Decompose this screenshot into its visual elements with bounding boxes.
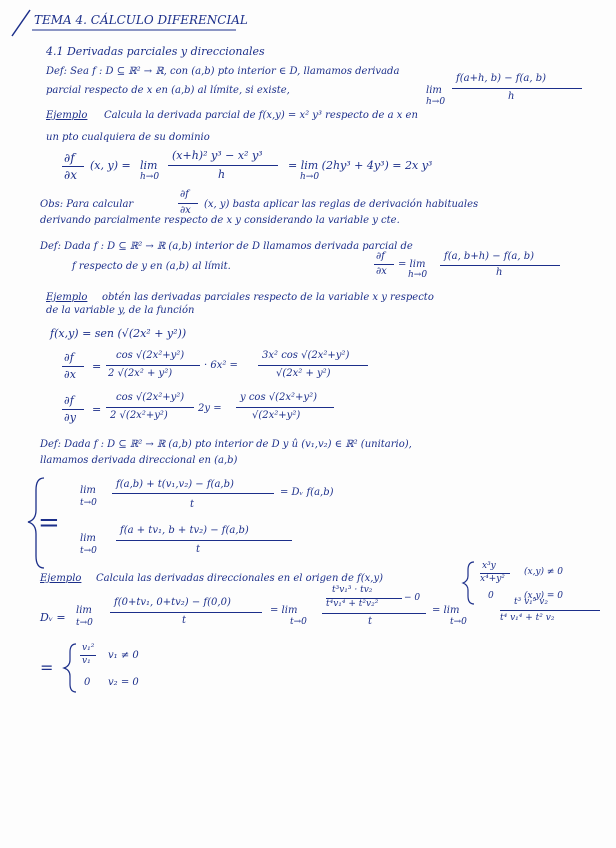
def3-lim2-sub: t→0 bbox=[80, 546, 97, 556]
def3-numerator1: f(a,b) + t(v₁,v₂) − f(a,b) bbox=[116, 479, 234, 490]
def2-fraction-bar bbox=[440, 265, 560, 266]
obs-line1a: Obs: Para calcular bbox=[40, 199, 134, 210]
def3-result: = Dᵥ f(a,b) bbox=[280, 487, 334, 498]
ex3-denominator2: t bbox=[368, 616, 373, 627]
def3-denominator2: t bbox=[196, 544, 201, 555]
section-heading: 4.1 Derivadas parciales y direccionales bbox=[46, 45, 265, 58]
ex1-lim-sub: h→0 bbox=[140, 172, 160, 182]
ex1-lim: lim bbox=[140, 159, 158, 172]
ex2-dfx-n1: cos √(2x²+y²) bbox=[116, 350, 185, 361]
def3-denominator1: t bbox=[190, 499, 195, 510]
def3-fraction-bar2 bbox=[116, 540, 292, 541]
def2-denominator: h bbox=[496, 267, 503, 278]
ex3-res1-cond: v₁ ≠ 0 bbox=[108, 650, 139, 661]
ex3-result-brace bbox=[64, 644, 76, 692]
def2-frac-bar bbox=[374, 264, 394, 265]
ex3-res1-den: v₁ bbox=[82, 656, 91, 666]
ex2-label: Ejemplo bbox=[46, 292, 88, 303]
ex2-dfx-bar2 bbox=[258, 365, 368, 366]
def3-line1: Def: Dada f : D ⊆ ℝ² → ℝ (a,b) pto interior de D y û (v₁,v₂) ∈ ℝ² (unitario), bbox=[40, 439, 412, 450]
ex3-line1: Calcula las derivadas direccionales en el origen de f(x,y) bbox=[96, 573, 384, 584]
ex2-dfy-n1: cos √(2x²+y²) bbox=[116, 392, 185, 403]
def1-fraction-bar bbox=[452, 88, 582, 89]
ex2-dfy-d2: √(2x²+y²) bbox=[252, 410, 301, 421]
ex2-dfx-d1: 2 √(2x² + y²) bbox=[108, 368, 173, 379]
ex3-denominator3: t⁴ v₁⁴ + t² v₂ bbox=[500, 613, 555, 623]
def2-lim-sub: h→0 bbox=[408, 270, 428, 280]
ex2-dfx-bar bbox=[62, 366, 84, 367]
ex3-brace bbox=[463, 562, 474, 604]
def3-lim1: lim bbox=[80, 485, 96, 496]
ex3-lim3-sub: t→0 bbox=[450, 617, 467, 627]
ex2-dfx-eq: = bbox=[92, 360, 102, 373]
ex2-dfy-den: ∂y bbox=[64, 411, 76, 424]
ex3-fraction-bar1 bbox=[110, 612, 262, 613]
ex3-eq2: = lim bbox=[270, 605, 298, 616]
def1-denominator: h bbox=[508, 91, 515, 102]
ex1-lhs-num: ∂f bbox=[64, 151, 75, 165]
ex2-dfy-d1: 2 √(2x²+y²) bbox=[110, 410, 168, 421]
ex2-dfx-mid: · 6x² = bbox=[204, 360, 238, 371]
ex1-line1: Calcula la derivada parcial de f(x,y) = x² y³ respecto de a x en bbox=[104, 110, 418, 121]
obs-line1b: (x, y) basta aplicar las reglas de derivación habituales bbox=[204, 199, 479, 210]
ex1-label: Ejemplo bbox=[46, 110, 88, 121]
ex1-result: = lim (2hy³ + 4y³) = 2x y³ bbox=[288, 159, 433, 172]
obs-frac-num: ∂f bbox=[180, 189, 189, 200]
def2-numerator: f(a, b+h) − f(a, b) bbox=[444, 251, 535, 262]
ex1-result-sub: h→0 bbox=[300, 172, 320, 182]
ex3-denominator1: t bbox=[182, 615, 187, 626]
ex3-dv: Dᵥ = bbox=[40, 611, 66, 624]
ex1-lhs-den: ∂x bbox=[64, 168, 77, 182]
ex2-dfx-den: ∂x bbox=[64, 368, 76, 381]
ex3-fraction-bar2 bbox=[322, 613, 426, 614]
obs-frac-bar bbox=[178, 203, 198, 204]
def2-frac-den: ∂x bbox=[376, 266, 387, 277]
ex3-lim2-sub: t→0 bbox=[290, 617, 307, 627]
title-slash bbox=[12, 10, 30, 36]
def3-lim2: lim bbox=[80, 533, 96, 544]
ex1-lhs-args: (x, y) = bbox=[90, 159, 131, 172]
ex1-numerator: (x+h)² y³ − x² y³ bbox=[172, 149, 263, 162]
ex3-case2-val: 0 bbox=[488, 591, 494, 601]
def1-lim: lim bbox=[426, 85, 442, 96]
ex2-line1: obtén las derivadas parciales respecto de la variable x y respecto bbox=[102, 292, 434, 303]
ex2-dfx-bar1 bbox=[106, 365, 200, 366]
ex3-numerator3: t³ v₁³ v₂ bbox=[514, 597, 548, 607]
ex3-res2-val: 0 bbox=[84, 677, 91, 688]
ex3-fraction-bar3 bbox=[500, 610, 600, 611]
obs-line2: derivando parcialmente respecto de x y considerando la variable y cte. bbox=[40, 215, 400, 226]
ex2-dfy-bar bbox=[62, 409, 84, 410]
ex2-dfy-n2: y cos √(2x²+y²) bbox=[240, 392, 317, 403]
def1-line1: Def: Sea f : D ⊆ ℝ² → ℝ, con (a,b) pto interior ∈ D, llamamos derivada bbox=[46, 66, 400, 77]
page-title: TEMA 4. CÁLCULO DIFERENCIAL bbox=[34, 13, 248, 27]
ex3-label: Ejemplo bbox=[40, 573, 82, 584]
ex1-fraction-bar bbox=[168, 165, 278, 166]
ex2-dfx-n2: 3x² cos √(2x²+y²) bbox=[262, 350, 350, 361]
ex3-case2-cond: (x,y) = 0 bbox=[524, 591, 564, 601]
ex2-dfy-num: ∂f bbox=[64, 394, 74, 407]
ex3-case1-den: x⁴+y² bbox=[480, 574, 505, 584]
def1-line2: parcial respecto de x en (a,b) al límite, si existe, bbox=[46, 85, 290, 96]
ex2-dfy-bar2 bbox=[236, 407, 334, 408]
ex2-function: f(x,y) = sen (√(2x² + y²)) bbox=[50, 327, 187, 340]
ex2-line2: de la variable y, de la función bbox=[46, 305, 195, 316]
obs-frac-den: ∂x bbox=[180, 205, 191, 216]
ex3-inner-minus: − 0 bbox=[404, 593, 421, 603]
ex1-denominator: h bbox=[218, 168, 226, 181]
def3-eq-sign: = bbox=[38, 508, 60, 538]
ex2-dfx-d2: √(2x² + y²) bbox=[276, 368, 331, 379]
ex3-lim1-sub: t→0 bbox=[76, 618, 93, 628]
ex3-inner-num: t³v₁³ · tv₂ bbox=[332, 585, 373, 595]
def1-lim-sub: h→0 bbox=[426, 97, 446, 107]
ex2-dfx-num: ∂f bbox=[64, 351, 74, 364]
ex2-dfy-eq: = bbox=[92, 403, 102, 416]
ex3-numerator1: f(0+tv₁, 0+tv₂) − f(0,0) bbox=[114, 597, 231, 608]
def2-line1: Def: Dada f : D ⊆ ℝ² → ℝ (a,b) interior de D llamamos derivada parcial de bbox=[40, 241, 413, 252]
ex2-dfy-mid: 2y = bbox=[198, 403, 222, 414]
ex3-result-eq: = bbox=[40, 658, 54, 677]
ex3-lim1: lim bbox=[76, 605, 92, 616]
ex1-lhs-bar bbox=[62, 166, 84, 167]
ex3-eq3: = lim bbox=[432, 605, 460, 616]
ex3-case1-cond: (x,y) ≠ 0 bbox=[524, 567, 564, 577]
def3-line2: llamamos derivada direccional en (a,b) bbox=[40, 455, 238, 466]
def3-numerator2: f(a + tv₁, b + tv₂) − f(a,b) bbox=[120, 525, 249, 536]
def3-lim1-sub: t→0 bbox=[80, 498, 97, 508]
ex1-line2: un pto cualquiera de su dominio bbox=[46, 132, 210, 143]
ex2-dfy-bar1 bbox=[106, 407, 194, 408]
ex3-res1-num: v₁² bbox=[82, 643, 95, 653]
def3-fraction-bar1 bbox=[112, 493, 274, 494]
ex3-inner-den: t⁴v₁⁴ + t²v₂² bbox=[326, 599, 379, 609]
def2-line2: f respecto de y en (a,b) al límit. bbox=[72, 261, 231, 272]
def2-lim: = lim bbox=[398, 259, 426, 270]
def1-numerator: f(a+h, b) − f(a, b) bbox=[456, 73, 547, 84]
ex3-res2-cond: v₂ = 0 bbox=[108, 677, 139, 688]
ex3-case1-num: x³y bbox=[482, 561, 496, 571]
def2-frac-num: ∂f bbox=[376, 251, 385, 262]
